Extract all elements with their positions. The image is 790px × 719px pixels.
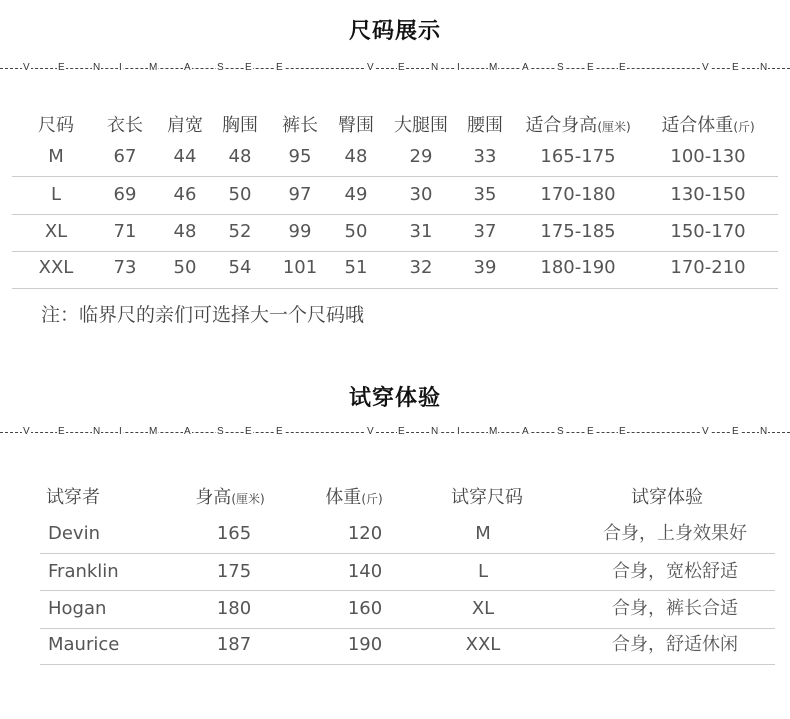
row-divider [12,288,778,289]
fit-cell [585,560,765,584]
size-cell-text: XL [44,221,68,242]
brand-letter: E [245,62,252,73]
fit-cell-name [48,597,106,621]
size-cell-text: 39 [473,257,497,278]
fit-cell-text: 合身，裤长合适 [612,598,738,619]
size-cell-text: 170-210 [670,257,746,278]
size-section-title: 尺码展示 [348,19,441,44]
brand-letter: E [276,62,283,73]
brand-letter: E [276,426,283,437]
fit-cell-text: 175 [216,561,252,582]
fit-header-0 [46,486,100,510]
fit-cell-text: 合身，宽松舒适 [612,561,738,582]
size-header-3-text: 胸围 [222,115,258,136]
size-cell-text: 44 [173,146,197,167]
brand-divider-top [0,61,790,75]
fit-cell-name [48,633,119,657]
brand-letter: E [398,62,405,73]
brand-letters-top [0,61,790,75]
size-cell [618,145,790,169]
fit-cell-name [48,522,100,546]
size-cell-text: 29 [409,146,433,167]
size-cell-text: 73 [113,257,137,278]
fit-cell-text: 160 [347,598,383,619]
brand-letter: N [431,62,439,73]
size-header-9-unit: (斤) [733,120,755,134]
size-cell-text: 50 [173,257,197,278]
size-header-1-text: 衣长 [107,115,143,136]
fit-cell [585,522,765,546]
row-divider [12,176,778,177]
size-header-4-text: 裤长 [282,115,318,136]
size-cell-text: 32 [409,257,433,278]
fit-cell-text: L [477,561,489,582]
brand-letter: A [184,62,191,73]
size-cell-text: 100-130 [670,146,746,167]
fit-header-3 [397,486,577,510]
row-divider [40,590,775,591]
fit-header-4 [577,486,757,510]
brand-letter: I [457,426,460,437]
brand-letter: E [58,62,65,73]
size-cell-text: 35 [473,184,497,205]
size-cell-text: 48 [228,146,252,167]
row-divider [40,664,775,665]
size-header-2-text: 肩宽 [167,115,203,136]
brand-letter: V [23,62,30,73]
fit-cell [393,522,573,546]
size-cell-text: 51 [344,257,368,278]
brand-divider-bottom [0,425,790,439]
brand-letter: E [732,62,739,73]
brand-letter: N [760,62,768,73]
size-cell-text: 101 [282,257,318,278]
size-cell-text: 50 [344,221,368,242]
brand-letter: S [217,426,224,437]
row-divider [12,214,778,215]
brand-letter: E [587,426,594,437]
fit-section-title: 试穿体验 [348,386,441,411]
size-cell-text: 99 [288,221,312,242]
brand-letter: V [23,426,30,437]
size-cell [618,220,790,244]
brand-letter: V [702,426,709,437]
brand-letter: V [367,426,374,437]
brand-letter: E [245,426,252,437]
fit-cell-name-text: Franklin [48,561,119,582]
fit-cell-name-text: Maurice [48,634,120,655]
brand-letter: A [522,62,529,73]
size-cell-text: 48 [173,221,197,242]
size-header-8-text: 适合身高 [525,115,598,136]
brand-letter: S [557,426,564,437]
fit-cell [393,560,573,584]
brand-letter: N [93,426,101,437]
size-cell-text: 71 [113,221,137,242]
size-cell-text: 95 [288,146,312,167]
brand-letter: E [732,426,739,437]
row-divider [12,251,778,252]
brand-letter: I [119,62,122,73]
size-cell-text: 49 [344,184,368,205]
size-cell [618,183,790,207]
size-cell-text: 69 [113,184,137,205]
size-cell-text: 180-190 [540,257,616,278]
fit-cell [393,597,573,621]
size-header-9 [618,114,790,139]
fit-header-0-text: 试穿者 [46,487,100,508]
fit-header-2-text: 体重 [325,487,362,508]
brand-letter: I [119,426,122,437]
fit-cell-text: M [475,523,491,544]
fit-header-1-text: 身高 [195,487,232,508]
size-cell-text: 33 [473,146,497,167]
size-cell-text: L [50,184,62,205]
size-header-9-text: 适合体重 [661,115,734,136]
brand-letter: E [619,426,626,437]
size-cell-text: M [48,146,64,167]
fit-cell-text: 合身，舒适休闲 [612,634,738,655]
size-cell-text: 67 [113,146,137,167]
fit-cell-text: 187 [216,634,252,655]
fit-cell-text: 合身，上身效果好 [603,523,747,544]
fit-cell-name-text: Devin [48,523,100,544]
size-cell-text: 46 [173,184,197,205]
size-cell-text: 30 [409,184,433,205]
fit-cell-text: 190 [347,634,383,655]
brand-letter: A [522,426,529,437]
size-cell-text: 52 [228,221,252,242]
fit-header-3-text: 试穿尺码 [451,487,523,508]
brand-letter: A [184,426,191,437]
size-header-8-unit: (厘米) [597,120,631,134]
brand-letter: E [398,426,405,437]
size-header-5-text: 臀围 [338,115,374,136]
brand-letter: M [489,426,498,437]
brand-letter: E [619,62,626,73]
size-header-0-text: 尺码 [38,115,74,136]
fit-cell-text: 120 [347,523,383,544]
brand-letter: I [457,62,460,73]
size-cell-text: 31 [409,221,433,242]
size-note: 注：临界尺的亲们可选择大一个尺码哦 [41,304,365,326]
size-cell-text: 48 [344,146,368,167]
brand-letter: S [217,62,224,73]
fit-cell-text: XL [471,598,495,619]
size-cell-text: XXL [38,257,74,278]
size-cell-text: 97 [288,184,312,205]
fit-cell-name [48,560,119,584]
brand-letter: N [93,62,101,73]
size-cell-text: 130-150 [670,184,746,205]
fit-cell-name-text: Hogan [48,598,107,619]
fit-cell-text: XXL [465,634,501,655]
brand-letter: M [149,62,158,73]
fit-cell [393,633,573,657]
size-header-7-text: 腰围 [467,115,503,136]
fit-cell [585,597,765,621]
size-cell [618,256,790,280]
size-cell-text: 37 [473,221,497,242]
fit-cell-text: 180 [216,598,252,619]
fit-cell-text: 165 [216,523,252,544]
brand-letter: S [557,62,564,73]
brand-letter: M [489,62,498,73]
brand-letter: E [587,62,594,73]
size-cell-text: 150-170 [670,221,746,242]
brand-letters-bottom [0,425,790,439]
size-cell-text: 170-180 [540,184,616,205]
size-cell-text: 175-185 [540,221,616,242]
row-divider [40,553,775,554]
brand-letter: V [367,62,374,73]
size-header-6-text: 大腿围 [394,115,448,136]
fit-header-1-unit: (厘米) [231,492,265,506]
size-cell-text: 50 [228,184,252,205]
brand-letter: N [431,426,439,437]
fit-header-4-text: 试穿体验 [631,487,703,508]
fit-header-2-unit: (斤) [361,492,383,506]
size-cell-text: 54 [228,257,252,278]
brand-letter: E [58,426,65,437]
brand-letter: V [702,62,709,73]
brand-letter: N [760,426,768,437]
fit-cell-text: 140 [347,561,383,582]
brand-letter: M [149,426,158,437]
row-divider [40,628,775,629]
fit-cell [585,633,765,657]
size-cell-text: 165-175 [540,146,616,167]
